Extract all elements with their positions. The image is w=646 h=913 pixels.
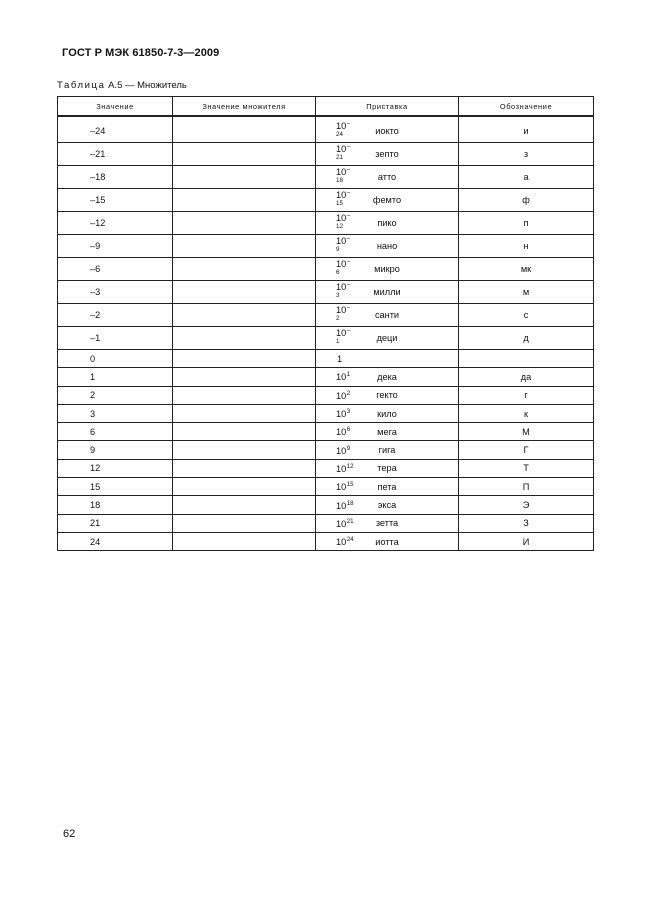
table-row (58, 281, 594, 304)
multiplier-exponent: 6 (346, 426, 351, 434)
cell-prefix: дека (316, 368, 459, 386)
cell-multiplier (173, 189, 351, 212)
cell-symbol: с (459, 304, 594, 327)
cell-multiplier (173, 459, 354, 477)
table-row (58, 212, 594, 235)
cell-multiplier (173, 166, 351, 189)
cell-prefix: зетта (316, 514, 459, 532)
cell-multiplier (173, 514, 354, 532)
cell-symbol: Т (459, 459, 594, 477)
cell-value: 12 (58, 459, 173, 477)
cell-prefix: тера (316, 459, 459, 477)
cell-value: –12 (58, 212, 173, 235)
cell-symbol: и (459, 116, 594, 143)
multiplier-table (57, 96, 594, 551)
cell-value: 24 (58, 532, 173, 550)
cell-symbol: м (459, 281, 594, 304)
cell-multiplier (173, 212, 351, 235)
cell-multiplier (173, 368, 351, 386)
cell-symbol: мк (459, 258, 594, 281)
cell-value: –15 (58, 189, 173, 212)
cell-value: 1 (58, 368, 173, 386)
table-row (58, 258, 594, 281)
table-caption (57, 80, 187, 91)
cell-symbol: а (459, 166, 594, 189)
cell-multiplier (173, 404, 351, 422)
table-caption-title: А.5 — Множитель (105, 80, 187, 91)
multiplier-base: 10 (336, 213, 347, 223)
cell-value: 2 (58, 386, 173, 404)
cell-prefix: милли (316, 281, 459, 304)
cell-multiplier (173, 496, 354, 514)
cell-symbol: к (459, 404, 594, 422)
multiplier-exponent: 9 (346, 444, 351, 452)
cell-value: –21 (58, 143, 173, 166)
cell-prefix: гига (316, 441, 459, 459)
table-row (58, 368, 594, 386)
cell-multiplier (173, 258, 351, 281)
multiplier-exponent: 3 (346, 408, 351, 416)
cell-multiplier (173, 478, 354, 496)
table-row (58, 496, 594, 514)
multiplier-base: 10 (336, 236, 347, 246)
table-body (58, 116, 594, 551)
cell-multiplier (173, 235, 351, 258)
table-row (58, 532, 594, 550)
cell-symbol: Э (459, 496, 594, 514)
multiplier-base: 10 (336, 409, 347, 420)
cell-multiplier (173, 441, 351, 459)
multiplier-base: 10 (336, 482, 347, 493)
cell-symbol: ф (459, 189, 594, 212)
cell-value: 9 (58, 441, 173, 459)
cell-symbol: Г (459, 441, 594, 459)
column-header-prefix: Приставка (316, 97, 459, 117)
multiplier-exponent: 2 (346, 389, 351, 397)
cell-value: 18 (58, 496, 173, 514)
multiplier-exponent: –12 (336, 212, 351, 230)
cell-multiplier (173, 386, 351, 404)
table-row (58, 166, 594, 189)
cell-value: –3 (58, 281, 173, 304)
table-row (58, 327, 594, 350)
cell-symbol: д (459, 327, 594, 350)
multiplier-base: 1 (337, 353, 343, 364)
cell-multiplier (173, 532, 354, 550)
cell-multiplier (173, 304, 351, 327)
multiplier-exponent: –24 (336, 120, 351, 138)
cell-value: –1 (58, 327, 173, 350)
cell-multiplier (173, 143, 351, 166)
table-row (58, 459, 594, 477)
multiplier-exponent: 12 (346, 462, 354, 470)
cell-value: –9 (58, 235, 173, 258)
cell-prefix: пико (316, 212, 459, 235)
multiplier-base: 10 (336, 390, 347, 401)
multiplier-exponent: 1 (346, 371, 351, 379)
cell-prefix: санти (316, 304, 459, 327)
table-row (58, 423, 594, 441)
cell-value: 3 (58, 404, 173, 422)
cell-multiplier (173, 116, 351, 143)
cell-prefix: иотта (316, 532, 459, 550)
table-header-row (58, 97, 594, 117)
cell-prefix: зепто (316, 143, 459, 166)
multiplier-exponent: –21 (336, 143, 351, 161)
multiplier-base: 10 (336, 328, 347, 338)
multiplier-base: 10 (336, 537, 347, 548)
multiplier-base: 10 (336, 427, 347, 438)
cell-value: –2 (58, 304, 173, 327)
cell-symbol: М (459, 423, 594, 441)
table-row (58, 441, 594, 459)
cell-symbol (459, 350, 594, 368)
multiplier-exponent: 18 (346, 499, 354, 507)
table-row (58, 189, 594, 212)
cell-prefix: атто (316, 166, 459, 189)
multiplier-base: 10 (336, 445, 347, 456)
cell-symbol: п (459, 212, 594, 235)
multiplier-base: 10 (336, 144, 347, 154)
cell-symbol: И (459, 532, 594, 550)
multiplier-exponent: 24 (346, 536, 354, 544)
cell-value: 21 (58, 514, 173, 532)
cell-multiplier (173, 327, 351, 350)
multiplier-exponent: 15 (346, 481, 354, 489)
cell-prefix: гекто (316, 386, 459, 404)
document-header: ГОСТ Р МЭК 61850-7-3—2009 (62, 47, 220, 59)
cell-value: 0 (58, 350, 173, 368)
cell-prefix: нано (316, 235, 459, 258)
column-header-value: Значение (58, 97, 173, 117)
multiplier-exponent: –1 (336, 327, 351, 345)
cell-multiplier (173, 281, 351, 304)
multiplier-exponent: 21 (346, 517, 354, 525)
cell-symbol: да (459, 368, 594, 386)
cell-symbol: П (459, 478, 594, 496)
multiplier-base: 10 (336, 282, 347, 292)
cell-prefix: экса (316, 496, 459, 514)
table-row (58, 478, 594, 496)
cell-prefix: микро (316, 258, 459, 281)
cell-symbol: н (459, 235, 594, 258)
cell-value: –24 (58, 116, 173, 143)
cell-prefix: деци (316, 327, 459, 350)
multiplier-base: 10 (336, 518, 347, 529)
multiplier-exponent: –15 (336, 189, 351, 207)
table-caption-prefix: Таблица (57, 80, 106, 91)
page-number: 62 (63, 828, 76, 840)
cell-prefix: кило (316, 404, 459, 422)
multiplier-exponent: –2 (336, 304, 351, 322)
cell-multiplier (173, 423, 351, 441)
multiplier-base: 10 (336, 305, 347, 315)
cell-multiplier (173, 350, 343, 368)
multiplier-base: 10 (336, 259, 347, 269)
column-header-symbol: Обозначение (459, 97, 594, 117)
multiplier-exponent: –6 (336, 258, 351, 276)
cell-prefix: мега (316, 423, 459, 441)
cell-prefix: фемто (316, 189, 459, 212)
cell-prefix: иокто (316, 116, 459, 143)
cell-prefix: пета (316, 478, 459, 496)
multiplier-base: 10 (336, 372, 347, 383)
cell-symbol: з (459, 143, 594, 166)
cell-value: 15 (58, 478, 173, 496)
cell-value: –6 (58, 258, 173, 281)
multiplier-base: 10 (336, 121, 347, 131)
table-row (58, 404, 594, 422)
table-row (58, 514, 594, 532)
multiplier-exponent: –3 (336, 281, 351, 299)
table-row (58, 304, 594, 327)
table-row (58, 386, 594, 404)
cell-symbol: З (459, 514, 594, 532)
table-row (58, 350, 594, 368)
cell-value: 6 (58, 423, 173, 441)
multiplier-base: 10 (336, 463, 347, 474)
table-row (58, 143, 594, 166)
column-header-multiplier: Значение множителя (173, 97, 316, 117)
cell-symbol: г (459, 386, 594, 404)
multiplier-base: 10 (336, 500, 347, 511)
multiplier-exponent: –18 (336, 166, 351, 184)
multiplier-base: 10 (336, 190, 347, 200)
multiplier-exponent: –9 (336, 235, 351, 253)
multiplier-base: 10 (336, 167, 347, 177)
table-row (58, 116, 594, 143)
cell-value: –18 (58, 166, 173, 189)
table-row (58, 235, 594, 258)
